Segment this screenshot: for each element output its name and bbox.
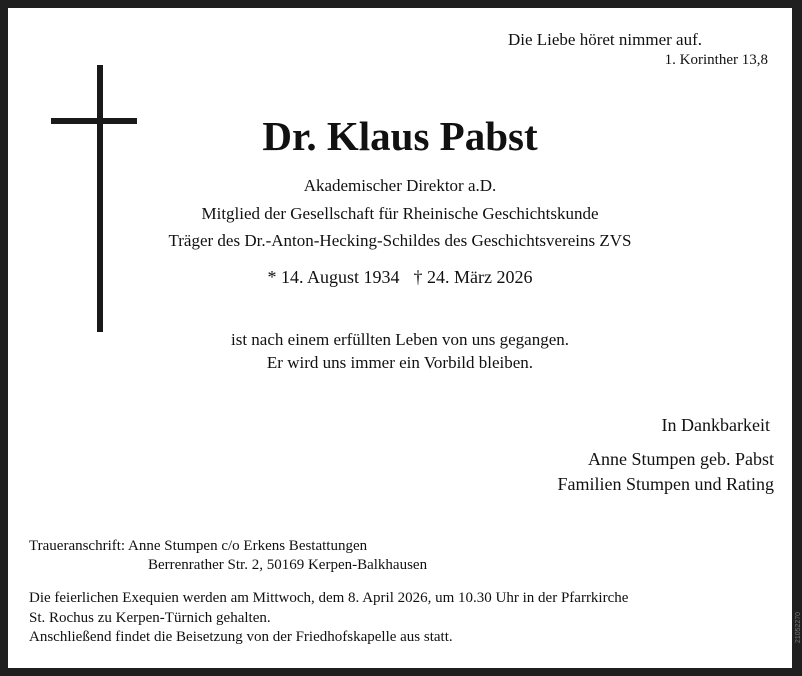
mourning-address: Traueranschrift: Anne Stumpen c/o Erkens Bestattungen — [29, 538, 368, 554]
message-line: ist nach einem erfüllten Leben von uns gegangen. — [231, 330, 569, 349]
cross-vertical-bar — [97, 65, 103, 332]
ad-code: 21052270 — [794, 611, 802, 644]
signatory-families: Familien Stumpen und Rating — [557, 474, 774, 494]
ceremony-info: St. Rochus zu Kerpen-Türnich gehalten. — [29, 610, 271, 626]
obituary-notice — [8, 8, 802, 668]
life-dates — [8, 267, 792, 288]
bible-verse-source: 1. Korinther 13,8 — [664, 52, 768, 68]
signatory-name: Anne Stumpen geb. Pabst — [588, 449, 774, 469]
ceremony-info: Die feierlichen Exequien werden am Mittwoch, dem 8. April 2026, um 10.30 Uhr in der Pfarrkirche — [29, 590, 629, 606]
message-line: Er wird uns immer ein Vorbild bleiben. — [266, 353, 534, 372]
birth-date: * 14. August 1934 — [267, 267, 400, 287]
thanks-line: In Dankbarkeit — [661, 415, 770, 435]
deceased-name: Dr. Klaus Pabst — [262, 113, 538, 159]
burial-info: Anschließend findet die Beisetzung von der Friedhofskapelle aus statt. — [29, 629, 453, 645]
mourning-address-street: Berrenrather Str. 2, 50169 Kerpen-Balkhausen — [148, 557, 428, 573]
deceased-title: Akademischer Direktor a.D. — [303, 176, 497, 195]
deceased-honor: Träger des Dr.-Anton-Hecking-Schildes des Geschichtsvereins ZVS — [168, 231, 632, 250]
bible-verse: Die Liebe höret nimmer auf. — [507, 30, 702, 49]
deceased-membership: Mitglied der Gesellschaft für Rheinische Geschichtskunde — [201, 204, 599, 223]
death-date: † 24. März 2026 — [413, 267, 533, 287]
